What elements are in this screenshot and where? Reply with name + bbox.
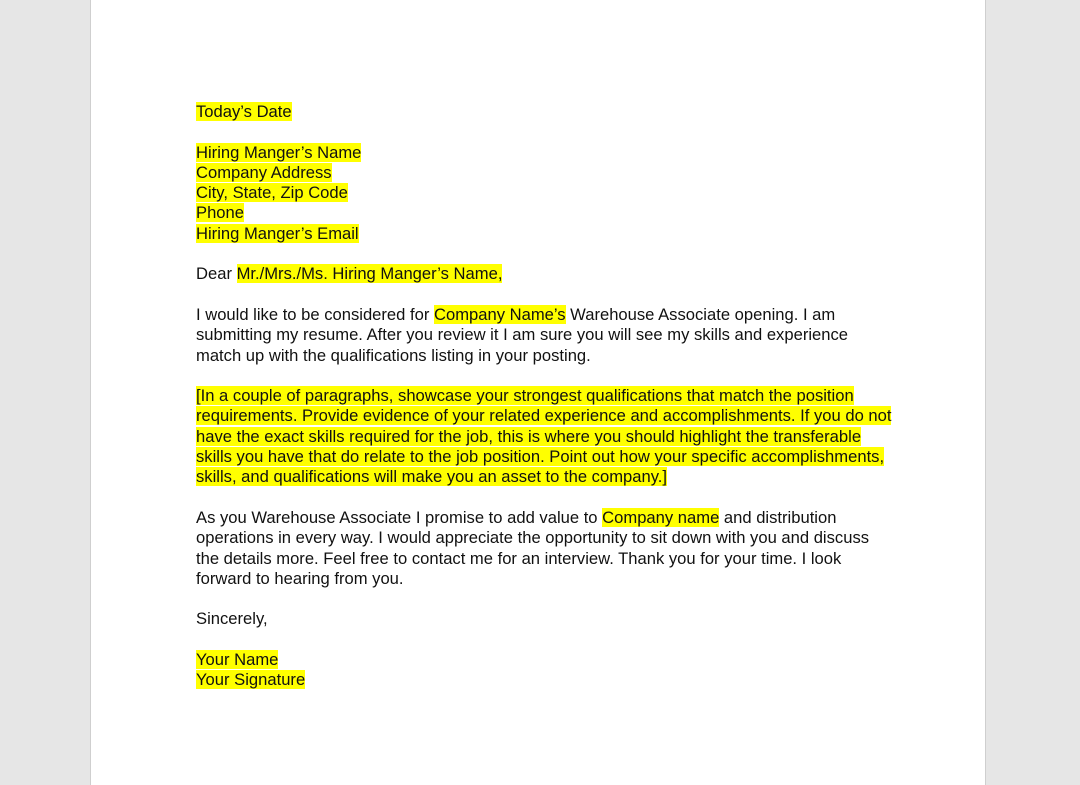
intro-text-before: I would like to be considered for [196,304,434,324]
recipient-email-placeholder: Hiring Manger’s Email [196,223,359,243]
letter-body [196,102,896,691]
recipient-city-line [196,183,896,203]
signature-name-placeholder: Your Name [196,650,279,670]
recipient-block [196,143,896,244]
signoff: Sincerely, [196,609,268,629]
document-page [90,0,986,785]
recipient-city-placeholder: City, State, Zip Code [196,183,348,203]
recipient-phone-placeholder: Phone [196,203,244,223]
closing-text-before: As you Warehouse Associate I promise to add value to [196,507,603,527]
recipient-name-line [196,143,896,163]
intro-text-after: Warehouse Associate opening. I am submitting my resume. After you review it I am sure you will see my skills and experience match up with the qualifications listing in your posting. [196,304,849,365]
signature-placeholder: Your Signature [196,670,306,690]
intro-paragraph [196,305,896,366]
date-line [196,102,896,122]
recipient-email-line [196,224,896,244]
closing-text-after: and distribution operations in every way. I would appreciate the opportunity to sit down with you and discuss the details more. Feel free to contact me for an interview. Thank you for your time. I look forward to hearing from you. [196,507,870,588]
closing-paragraph [196,508,896,589]
salutation [196,264,896,284]
signature-line [196,670,896,690]
date-placeholder: Today’s Date [196,102,292,121]
recipient-address-placeholder: Company Address [196,162,332,182]
signature-name-line [196,650,896,670]
recipient-name-placeholder: Hiring Manger’s Name [196,142,362,162]
qualifications-placeholder: [In a couple of paragraphs, showcase your strongest qualifications that match the position requirements. Provide evidence of your related experience and accomplishments. If you do not have the exact skills required for the job, this is where you should highlight the transferable skills you have that do relate to the job position. Point out how your specific accomplishments, skills, and qualifications will make you an asset to the company.] [196,386,892,487]
intro-company-placeholder: Company Name’s [433,304,566,324]
recipient-address-line [196,163,896,183]
closing-company-placeholder: Company name [602,507,720,527]
salutation-prefix: Dear [196,264,237,284]
qualifications-paragraph [196,386,896,487]
signature-block [196,650,896,691]
salutation-name-placeholder: Mr./Mrs./Ms. Hiring Manger’s Name, [236,264,503,284]
recipient-phone-line [196,203,896,223]
